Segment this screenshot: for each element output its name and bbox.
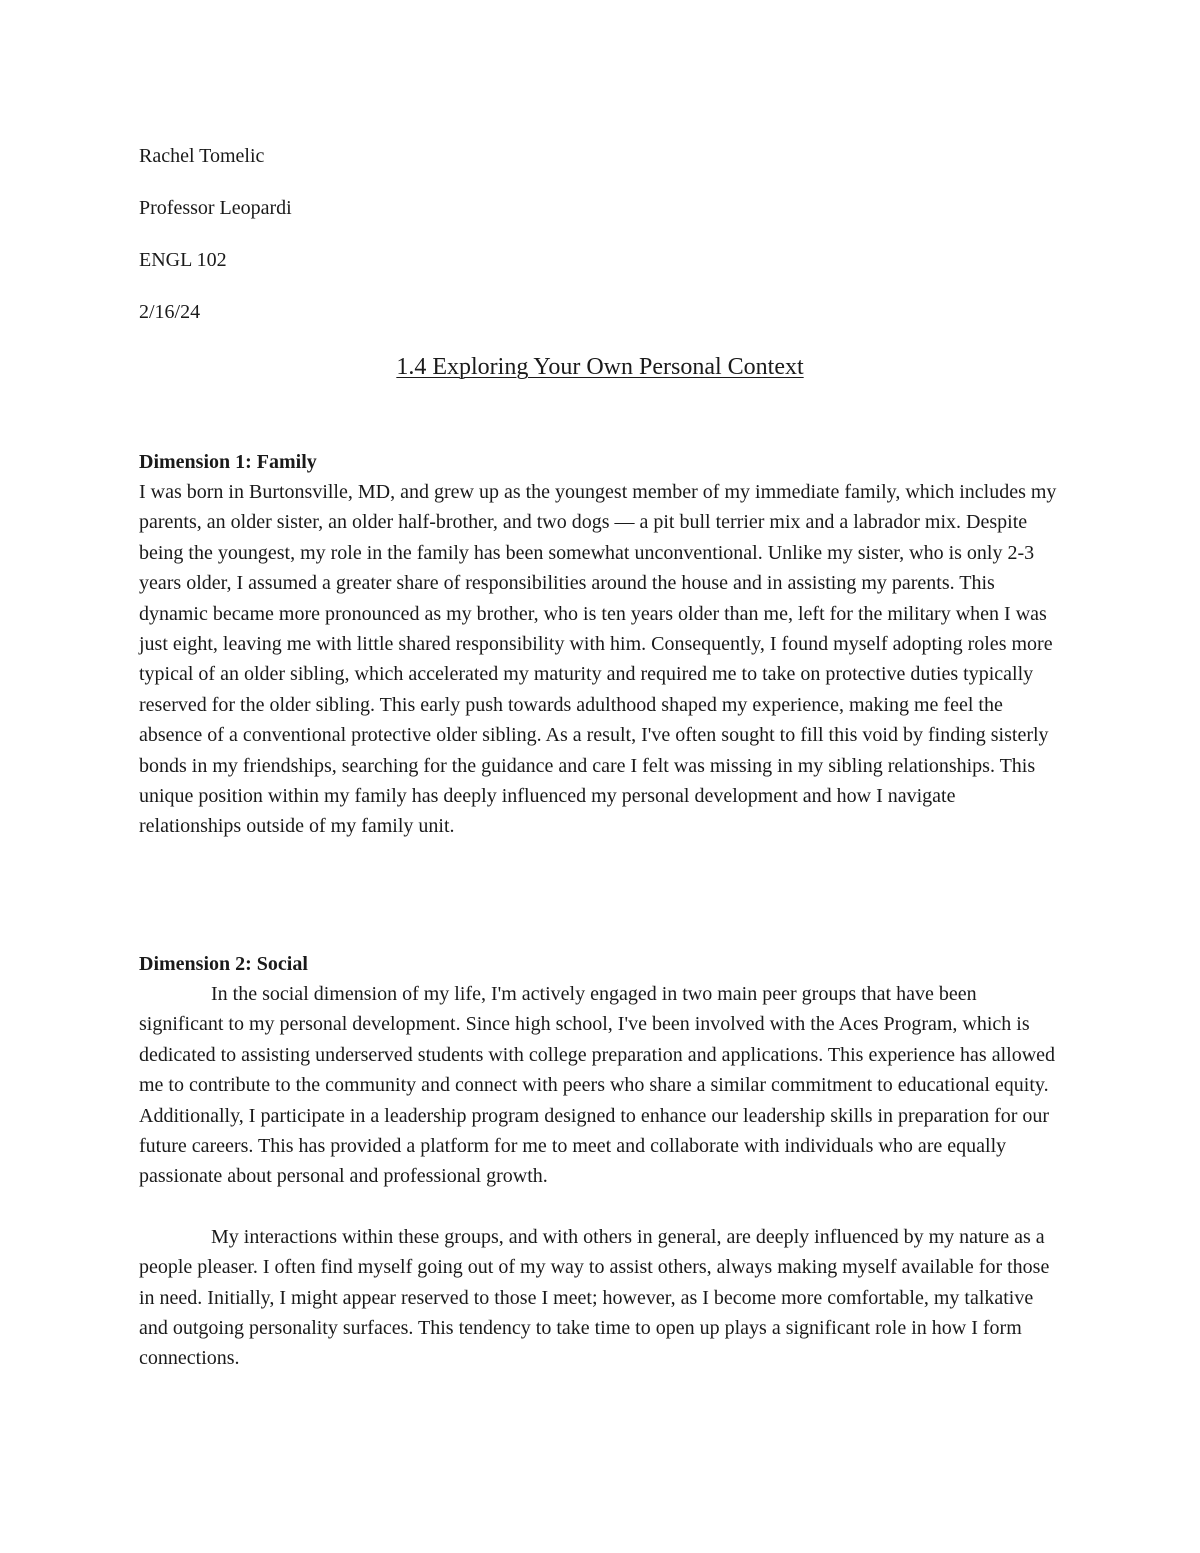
course-code: ENGL 102 xyxy=(139,249,227,271)
body-paragraph: I was born in Burtonsville, MD, and grew up as the youngest member of my immediate family, which includes my parents, an older sister, an older half-brother, and two dogs — a pit bull terrier mix and a labrador mix. Despite being the youngest, my role in the family has been somewhat unconventional. Unlike my sister, who is only 2-3 years older, I assumed a greater share of responsibilities around the house and in assisting my parents. This dynamic became more pronounced as my brother, who is ten years older than me, left for the military when I was just eight, leaving me with little shared responsibility with him. Consequently, I found myself adopting roles more typical of an older sibling, which accelerated my maturity and required me to take on protective duties typically reserved for the older sibling. This early push towards adulthood shaped my experience, making me feel the absence of a conventional protective older sibling. As a result, I've often sought to fill this void by finding sisterly bonds in my friendships, searching for the guidance and care I felt was missing in my sibling relationships. This unique position within my family has deeply influenced my personal development and how I navigate relationships outside of my family unit. xyxy=(139,481,1057,838)
assignment-header xyxy=(139,143,1059,351)
section-heading-label: Social xyxy=(256,953,308,975)
author-name: Rachel Tomelic xyxy=(139,145,265,167)
section-heading-number: Dimension 1: xyxy=(139,451,252,473)
section-heading-number: Dimension 2: xyxy=(139,953,252,975)
document-title: 1.4 Exploring Your Own Personal Context xyxy=(396,354,804,380)
section-family xyxy=(139,447,1059,842)
section-heading xyxy=(139,447,1059,477)
professor-name: Professor Leopardi xyxy=(139,197,292,219)
assignment-date: 2/16/24 xyxy=(139,301,201,323)
body-paragraph: In the social dimension of my life, I'm actively engaged in two main peer groups that have been significant to my personal development. Since high school, I've been involved with the Aces Program, which is dedicated to assisting underserved students with college preparation and applications. This experience has allowed me to contribute to the community and connect with peers who share a similar commitment to educational equity. Additionally, I participate in a leadership program designed to enhance our leadership skills in preparation for our future careers. This has provided a platform for me to meet and collaborate with individuals who are equally passionate about personal and professional growth. xyxy=(139,983,1056,1188)
body-paragraph: My interactions within these groups, and with others in general, are deeply influenced by my nature as a people pleaser. I often find myself going out of my way to assist others, always making myself available for those in need. Initially, I might appear reserved to those I meet; however, as I become more comfortable, my talkative and outgoing personality surfaces. This tendency to take time to open up plays a significant role in how I form connections. xyxy=(139,1225,1050,1370)
section-social xyxy=(139,949,1059,1374)
section-heading xyxy=(139,949,1059,979)
section-heading-label: Family xyxy=(256,451,317,473)
